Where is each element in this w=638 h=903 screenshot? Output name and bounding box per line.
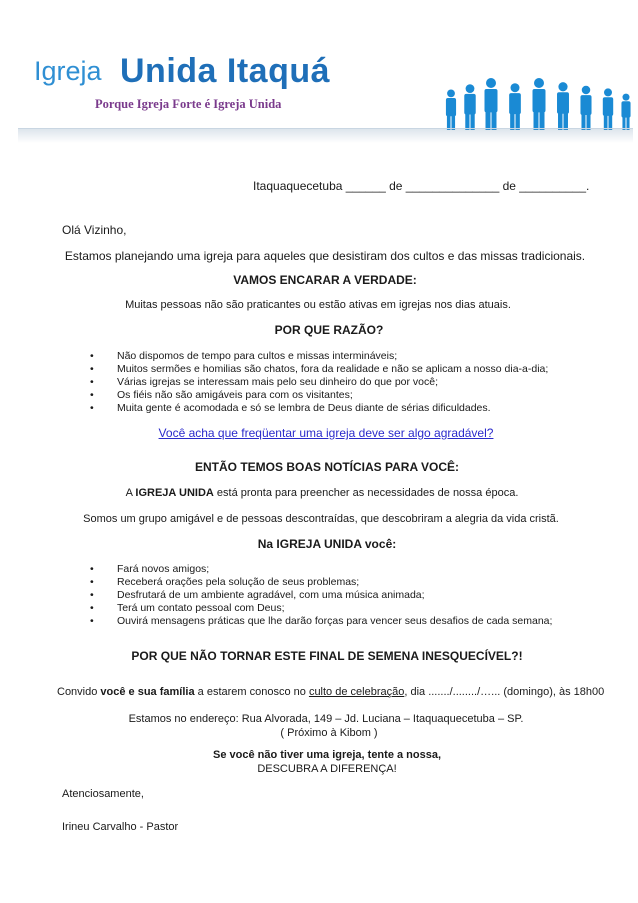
list-item: • Fará novos amigos;: [90, 563, 552, 576]
list-item: • Várias igrejas se interessam mais pelo seu dinheiro do que por você;: [90, 376, 548, 389]
logo-word-unida-itaqua: Unida Itaquá: [120, 52, 331, 90]
list-item: • Terá um contato pessoal com Deus;: [90, 602, 552, 615]
person-figure-icon: [446, 89, 456, 130]
heading-benefits: Na IGREJA UNIDA você:: [257, 537, 397, 551]
ready-text: A IGREJA UNIDA está pronta para preencher as necessidades de nossa época.: [125, 487, 519, 499]
list-item: • Os fiéis não são amigáveis para com os visitantes;: [90, 389, 548, 402]
list-item: • Desfrutará de um ambiente agradável, com uma música animada;: [90, 589, 552, 602]
list-item: • Receberá orações pela solução de seus problemas;: [90, 576, 552, 589]
closing-bold: Se você não tiver uma igreja, tente a nossa,: [212, 749, 442, 761]
person-figure-icon: [603, 88, 613, 130]
list-item: • Muitos sermões e homilias são chatos, fora da realidade e não se aplicam a nosso dia-a-dia;: [90, 363, 548, 376]
signoff: Atenciosamente,: [62, 788, 144, 800]
intro-text: Estamos planejando uma igreja para aqueles que desistiram dos cultos e das missas tradicionais.: [64, 249, 586, 263]
invite-text: Convido você e sua família a estarem conosco no culto de celebração, dia ......./......../…... (domingo), às 18h00: [57, 686, 605, 698]
person-figure-icon: [464, 84, 475, 130]
person-figure-icon: [580, 86, 591, 130]
heading-why: POR QUE RAZÃO?: [274, 323, 384, 337]
logo-word-igreja: Igreja: [34, 56, 102, 86]
person-figure-icon: [533, 78, 546, 130]
list-item: • Não dispomos de tempo para cultos e missas intermináveis;: [90, 350, 548, 363]
benefits-list: [90, 563, 552, 628]
closing-text: DESCUBRA A DIFERENÇA!: [257, 763, 397, 775]
address-text: Estamos no endereço: Rua Alvorada, 149 – Jd. Luciana – Itaquaquecetuba – SP.: [128, 713, 524, 725]
address-note: ( Próximo à Kibom ): [280, 727, 378, 739]
group-text: Somos um grupo amigável e de pessoas descontraídas, que descobriram a alegria da vida cristã.: [83, 513, 559, 525]
heading-good-news: ENTÃO TEMOS BOAS NOTÍCIAS PARA VOCÊ:: [194, 460, 460, 474]
greeting: Olá Vizinho,: [62, 223, 127, 237]
reasons-list: [90, 350, 548, 415]
header-divider: [18, 128, 633, 143]
logo-tagline: Porque Igreja Forte é Igreja Unida: [95, 97, 282, 111]
letterhead: [0, 0, 638, 150]
heading-truth: VAMOS ENCARAR A VERDADE:: [233, 273, 417, 287]
date-line: Itaquaquecetuba ______ de ______________ de __________.: [253, 179, 590, 193]
person-figure-icon: [621, 94, 630, 130]
list-item: • Ouvirá mensagens práticas que lhe darão forças para vencer seus desafios de cada semana;: [90, 615, 552, 628]
signature: Irineu Carvalho - Pastor: [62, 821, 179, 833]
celebration-service: culto de celebração: [308, 686, 405, 698]
truth-text: Muitas pessoas não são praticantes ou estão ativas em igrejas nos dias atuais.: [125, 299, 511, 311]
heading-weekend: POR QUE NÃO TORNAR ESTE FINAL DE SEMENA INESQUECÍVEL?!: [131, 649, 523, 663]
people-group-icon: [443, 68, 633, 132]
person-figure-icon: [509, 83, 521, 130]
list-item: • Muita gente é acomodada e só se lembra de Deus diante de sérias dificuldades.: [90, 402, 548, 415]
person-figure-icon: [485, 78, 498, 130]
person-figure-icon: [557, 82, 569, 130]
question-link[interactable]: Você acha que freqüentar uma igreja deve ser algo agradável?: [158, 426, 494, 440]
church-name: IGREJA UNIDA: [135, 487, 214, 499]
